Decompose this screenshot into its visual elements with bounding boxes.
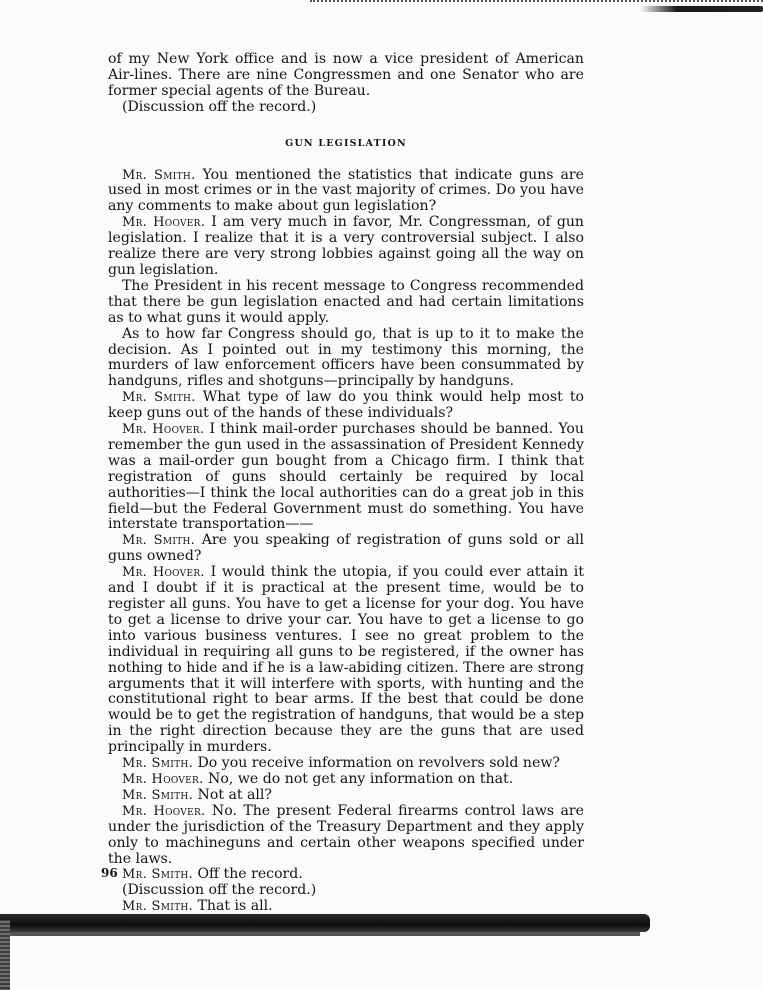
paragraph-text: No. The present Federal firearms control laws are under the jurisdiction of the Treasury Department and they apply only to machineguns and certain other weapons specified under the laws. — [108, 802, 584, 867]
speaker-label: Mr. Smith. — [122, 390, 196, 406]
paragraph-text: Are you speaking of registration of guns sold or all guns owned? — [108, 532, 584, 565]
speaker-label: Mr. Hoover. — [122, 422, 205, 438]
paragraph-text: I think mail-order purchases should be banned. You remember the gun used in the assassination of President Kennedy was a mail-order gun bought from a Chicago firm. I think that registration of guns should certainly be required by local authorities—I think the local authorities can do a great job in this field—but the Federal Government must do something. You have interstate transportation—— — [108, 421, 584, 533]
paragraph-continuation: of my New York office and is now a vice president of American Air-lines. There are nine Congressmen and one Senator who are former special agents of the Bureau. — [108, 51, 584, 99]
page-number: 96 — [101, 866, 118, 880]
paragraph-text: Off the record. — [193, 866, 303, 883]
paragraph-text: Do you receive information on revolvers sold new? — [193, 755, 560, 772]
transcript-paragraph — [108, 788, 584, 804]
transcript-paragraph — [108, 279, 584, 327]
paragraph-text: Not at all? — [193, 786, 272, 803]
section-heading: GUN LEGISLATION — [285, 137, 407, 149]
speaker-label: Mr. Smith. — [122, 167, 196, 183]
speaker-label: Mr. Hoover. — [122, 215, 206, 231]
transcript-paragraph — [108, 804, 584, 868]
paragraph-text: As to how far Congress should go, that is up to it to make the decision. As I pointed out in my testimony this morning, the murders of law enforcement officers have been consummated by handguns, rifles and shotguns—principally by handguns. — [108, 325, 584, 390]
transcript-paragraph — [108, 756, 584, 772]
document-page — [108, 52, 584, 915]
transcript-paragraph — [108, 327, 584, 391]
speaker-label: Mr. Smith. — [122, 756, 194, 772]
scan-binding-edge — [0, 932, 640, 936]
speaker-label: Mr. Hoover. — [122, 803, 206, 819]
paragraph-text: No, we do not get any information on that. — [203, 770, 514, 787]
paragraph-text: The President in his recent message to Congress recommended that there be gun legislation enacted and had certain limitations as to what guns it would apply. — [108, 277, 584, 326]
transcript-paragraph — [108, 883, 584, 899]
scan-left-edge — [0, 920, 10, 990]
scan-binding-shadow — [0, 914, 650, 932]
transcript-paragraph — [108, 422, 584, 533]
speaker-label: Mr. Smith. — [122, 899, 194, 915]
paragraph-text: What type of law do you think would help most to keep guns out of the hands of these individuals? — [108, 389, 584, 422]
scan-edge-mark — [640, 6, 763, 12]
speaker-label: Mr. Hoover. — [122, 771, 204, 787]
speaker-label: Mr. Smith. — [122, 867, 194, 883]
paragraph-text: I am very much in favor, Mr. Congressman, of gun legislation. I realize that it is a very controversial subject. I also realize there are very strong lobbies against going all the way on gun legislation. — [108, 214, 585, 278]
off-record-note: (Discussion off the record.) — [122, 98, 317, 115]
transcript-paragraph — [108, 867, 584, 883]
transcript-paragraph — [108, 772, 584, 788]
transcript-paragraph — [108, 565, 584, 756]
paragraph-text: (Discussion off the record.) — [122, 882, 317, 899]
paragraph-text: I would think the utopia, if you could ever attain it and I doubt if it is practical at the present time, would be to register all guns. You have to get a license for your dog. You have to get a license to drive your car. You have to get a license to go into various business ventures. I see no great problem to the individual in requiring all guns to be registered, if the owner has nothing to hide and if he is a law-abiding citizen. There are strong arguments that it will interfere with sports, with hunting and the constitutional right to bear arms. If the best that could be done would be to get the registration of handguns, that would be a step in the right direction because they are the guns that are used principally in murders. — [108, 564, 584, 756]
transcript-paragraph — [108, 533, 584, 565]
speaker-label: Mr. Smith. — [122, 787, 194, 803]
transcript-paragraph — [108, 215, 584, 279]
paragraph-text: You mentioned the statistics that indicate guns are used in most crimes or in the vast majority of crimes. Do you have any comments to make about gun legislation? — [108, 166, 584, 215]
transcript-paragraph — [108, 899, 584, 915]
speaker-label: Mr. Hoover. — [122, 565, 205, 581]
paragraph-text: That is all. — [193, 898, 273, 915]
transcript-paragraph — [108, 390, 584, 422]
transcript-paragraph — [108, 168, 584, 216]
speaker-label: Mr. Smith. — [122, 533, 196, 549]
